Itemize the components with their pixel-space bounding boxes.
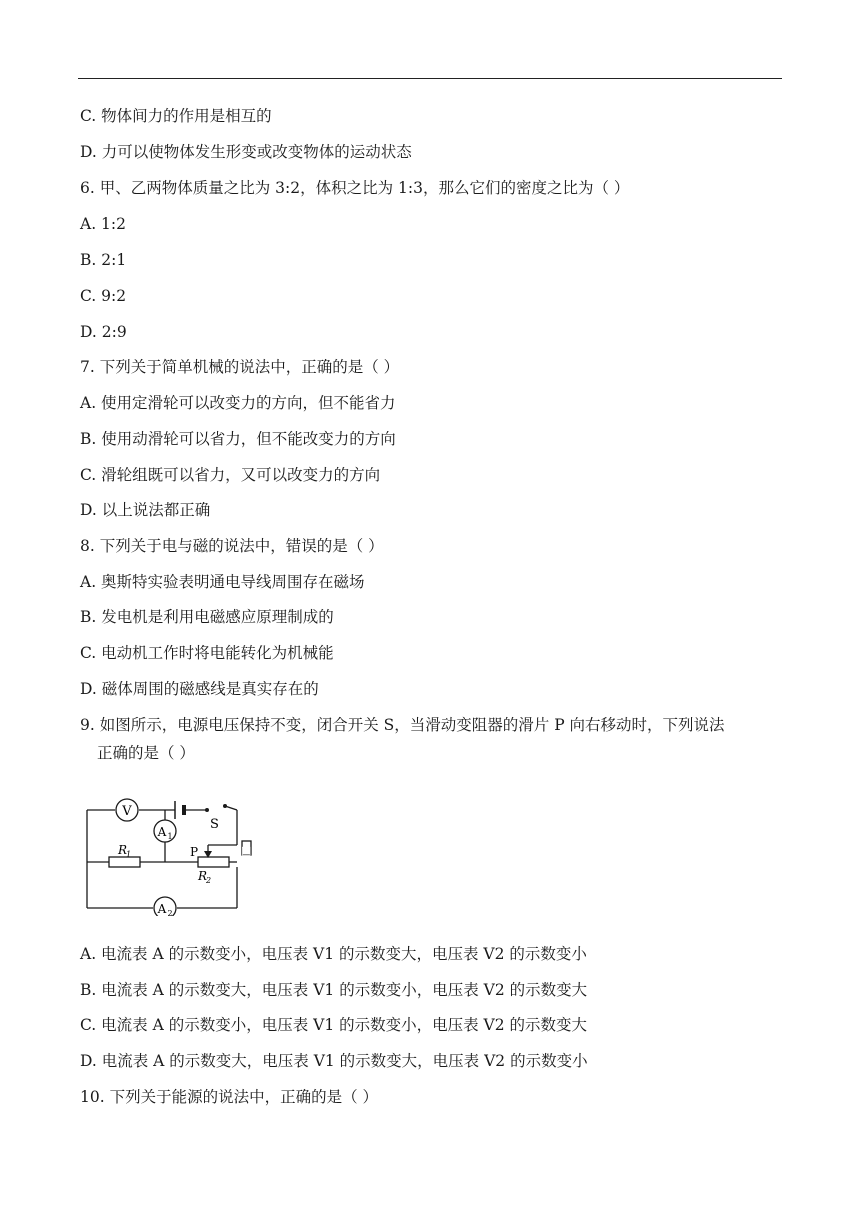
q5-option-c: C. 物体间力的作用是相互的 [80, 107, 272, 125]
q8-option-b: B. 发电机是利用电磁感应原理制成的 [80, 608, 334, 626]
q6-option-c: C. 9:2 [80, 287, 127, 305]
header-rule [78, 78, 782, 79]
q10-stem: 10. 下列关于能源的说法中，正确的是（ ） [80, 1088, 379, 1106]
q7-stem: 7. 下列关于简单机械的说法中，正确的是（ ） [80, 358, 400, 376]
box-glyph: □ [241, 844, 252, 857]
resistor-r2-subscript: 2 [206, 876, 212, 885]
ammeter-a2-subscript: 2 [167, 909, 173, 916]
q9-option-d: D. 电流表 A 的示数变大，电压表 V1 的示数变大，电压表 V2 的示数变小 [80, 1052, 588, 1070]
q8-stem: 8. 下列关于电与磁的说法中，错误的是（ ） [80, 537, 384, 555]
resistor-r2-label: R [198, 869, 208, 883]
q6-option-b: B. 2:1 [80, 251, 127, 269]
q6-stem: 6. 甲、乙两物体质量之比为 3:2，体积之比为 1:3，那么它们的密度之比为（ ） [80, 179, 630, 197]
q8-option-c: C. 电动机工作时将电能转化为机械能 [80, 644, 334, 662]
q7-option-d: D. 以上说法都正确 [80, 501, 211, 519]
q9-option-b: B. 电流表 A 的示数变大，电压表 V1 的示数变小，电压表 V2 的示数变大 [80, 981, 588, 999]
resistor-r1-label: R [118, 843, 128, 857]
ammeter-a2-label: A [157, 902, 167, 916]
ammeter-a1-subscript: 1 [167, 832, 173, 841]
q9-option-a: A. 电流表 A 的示数变小，电压表 V1 的示数变大，电压表 V2 的示数变小 [80, 945, 587, 963]
q9-stem-line1: 9. 如图所示，电源电压保持不变，闭合开关 S，当滑动变阻器的滑片 P 向右移动时，下列说法 [80, 716, 725, 734]
resistor-r1-subscript: 1 [126, 850, 132, 859]
q9-stem-line2: 正确的是（ ） [97, 744, 195, 762]
switch-label: S [210, 817, 219, 832]
q8-option-a: A. 奥斯特实验表明通电导线周围存在磁场 [80, 573, 365, 591]
q7-option-b: B. 使用动滑轮可以省力，但不能改变力的方向 [80, 430, 396, 448]
slider-label: P [190, 845, 199, 859]
q5-option-d: D. 力可以使物体发生形变或改变物体的运动状态 [80, 143, 412, 161]
q9-option-c: C. 电流表 A 的示数变小，电压表 V1 的示数变小，电压表 V2 的示数变大 [80, 1016, 588, 1034]
ammeter-a1-label: A [157, 825, 167, 839]
q8-option-d: D. 磁体周围的磁感线是真实存在的 [80, 680, 319, 698]
q6-option-a: A. 1:2 [80, 215, 126, 233]
q7-option-c: C. 滑轮组既可以省力，又可以改变力的方向 [80, 466, 381, 484]
q6-option-d: D. 2:9 [80, 323, 127, 341]
voltmeter-label: V [122, 804, 132, 819]
q7-option-a: A. 使用定滑轮可以改变力的方向，但不能省力 [80, 394, 396, 412]
circuit-diagram [80, 784, 280, 916]
